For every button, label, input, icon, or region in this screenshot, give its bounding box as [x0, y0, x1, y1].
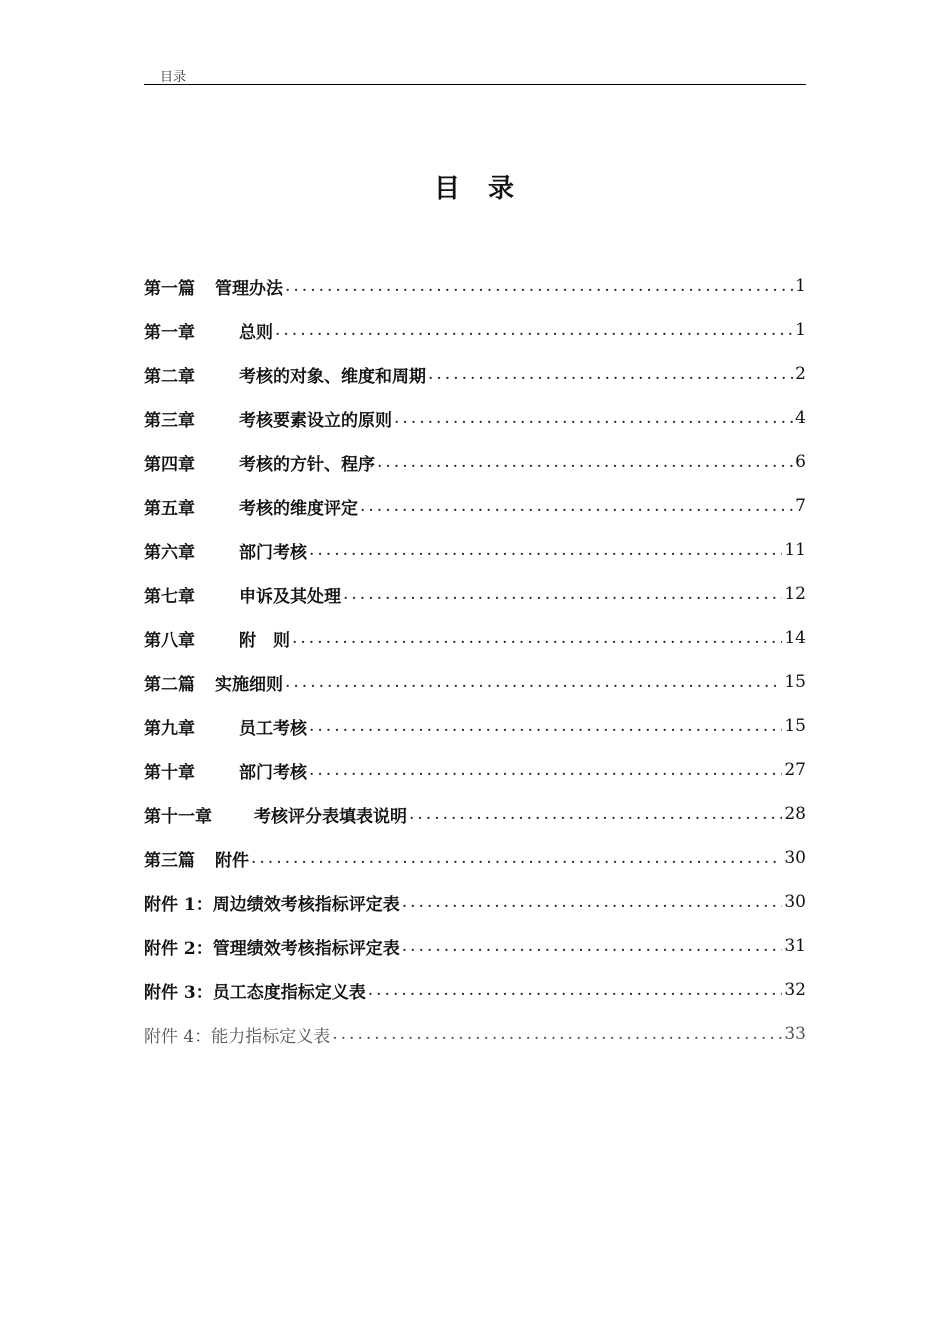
toc-entry-number: 第三篇	[144, 850, 195, 871]
toc-leader-dots	[285, 672, 782, 692]
toc-entry[interactable]	[144, 704, 806, 748]
toc-entry-number: 第一章	[144, 322, 195, 343]
toc-entry-label	[144, 582, 341, 607]
toc-entry-label	[144, 318, 273, 343]
toc-entry[interactable]	[144, 1012, 806, 1056]
toc-entry[interactable]	[144, 924, 806, 968]
toc-entry-number: 附件 3：	[144, 982, 213, 1003]
running-header-text: 目录	[160, 70, 187, 85]
toc-entry-title: 附件	[215, 850, 249, 871]
toc-leader-dots	[409, 804, 782, 824]
toc-entry-title: 考核要素设立的原则	[239, 410, 392, 431]
toc-page-number: 27	[784, 760, 806, 780]
toc-leader-dots	[377, 452, 793, 472]
toc-entry-label	[144, 494, 358, 519]
toc-entry-title: 员工考核	[239, 718, 307, 739]
toc-page-number: 14	[784, 628, 806, 648]
toc-leader-dots	[428, 364, 793, 384]
toc-entry-label	[144, 362, 426, 387]
toc-entry-title: 部门考核	[239, 542, 307, 563]
toc-leader-dots	[285, 276, 793, 296]
toc-entry-number: 第十章	[144, 762, 195, 783]
toc-entry-number: 第九章	[144, 718, 195, 739]
toc-entry-number: 附件 4：	[144, 1026, 212, 1047]
toc-page-number: 30	[784, 892, 806, 912]
toc-leader-dots	[368, 980, 783, 1000]
toc-entry-label	[144, 538, 307, 563]
toc-leader-dots	[394, 408, 793, 428]
toc-page-number: 1	[795, 320, 806, 340]
toc-entry-number: 第三章	[144, 410, 195, 431]
page-title-char-1: 目	[433, 174, 462, 204]
toc-entry[interactable]	[144, 880, 806, 924]
toc-leader-dots	[309, 716, 782, 736]
toc-entry-number: 第六章	[144, 542, 195, 563]
toc-entry[interactable]	[144, 440, 806, 484]
toc-page-number: 12	[784, 584, 806, 604]
toc-page-number: 32	[784, 980, 806, 1000]
toc-leader-dots	[343, 584, 782, 604]
toc-page-number: 11	[784, 540, 806, 560]
toc-entry-label	[144, 758, 307, 783]
toc-entry-title: 考核的对象、维度和周期	[239, 366, 426, 387]
toc-page-number: 4	[795, 408, 806, 428]
toc-entry-number: 第四章	[144, 454, 195, 475]
toc-entry-title: 考核的维度评定	[239, 498, 358, 519]
toc-entry[interactable]	[144, 660, 806, 704]
toc-entry[interactable]	[144, 352, 806, 396]
toc-leader-dots	[251, 848, 782, 868]
toc-entry-label	[144, 714, 307, 739]
toc-entry[interactable]	[144, 396, 806, 440]
toc-page-number: 1	[795, 276, 806, 296]
toc-entry-number: 附件 1：	[144, 894, 213, 915]
toc-entry-label	[144, 978, 366, 1003]
toc-entry-title: 总则	[239, 322, 273, 343]
toc-page-number: 31	[784, 936, 806, 956]
toc-entry[interactable]	[144, 968, 806, 1012]
toc-entry-number: 第七章	[144, 586, 195, 607]
toc-page-number: 15	[784, 716, 806, 736]
toc-entry-label	[144, 406, 392, 431]
toc-entry[interactable]	[144, 484, 806, 528]
toc-entry[interactable]	[144, 792, 806, 836]
toc-entry[interactable]	[144, 836, 806, 880]
toc-entry[interactable]	[144, 308, 806, 352]
toc-entry-label	[144, 274, 283, 299]
toc-entry-number: 第二章	[144, 366, 195, 387]
toc-entry-title: 申诉及其处理	[239, 586, 341, 607]
toc-page-number: 7	[795, 496, 806, 516]
toc-entry-label	[144, 670, 283, 695]
toc-entry-title: 管理绩效考核指标评定表	[212, 938, 400, 959]
toc-entry-number: 第一篇	[144, 278, 195, 299]
toc-leader-dots	[309, 760, 782, 780]
toc-leader-dots	[360, 496, 793, 516]
toc-leader-dots	[332, 1024, 782, 1044]
toc-entry-number: 第十一章	[144, 806, 212, 827]
toc-entry-title: 周边绩效考核指标评定表	[212, 894, 400, 915]
toc-entry-number: 附件 2：	[144, 938, 213, 959]
toc-page-number: 6	[795, 452, 806, 472]
toc-page-number: 30	[784, 848, 806, 868]
toc-entry-label	[144, 626, 290, 651]
toc-leader-dots	[275, 320, 793, 340]
toc-leader-dots	[292, 628, 782, 648]
toc-page-number: 2	[795, 364, 806, 384]
toc-page-number: 33	[784, 1024, 806, 1044]
running-header	[144, 62, 806, 85]
page-title-char-2: 录	[488, 174, 517, 204]
toc-entry-title: 考核的方针、程序	[239, 454, 375, 475]
toc-page-number: 15	[784, 672, 806, 692]
toc-entry-label	[144, 450, 375, 475]
toc-entry-number: 第五章	[144, 498, 195, 519]
toc-entry[interactable]	[144, 748, 806, 792]
toc-entry-label	[144, 1022, 330, 1047]
toc-leader-dots	[402, 892, 783, 912]
toc-entry[interactable]	[144, 528, 806, 572]
toc-entry-label	[144, 802, 407, 827]
toc-entry-title: 附 则	[239, 630, 290, 651]
toc-entry-number: 第二篇	[144, 674, 195, 695]
toc-page-number: 28	[784, 804, 806, 824]
toc-leader-dots	[309, 540, 782, 560]
toc-entry-title: 员工态度指标定义表	[212, 982, 366, 1003]
toc-entry-title: 能力指标定义表	[211, 1026, 331, 1047]
page-title	[0, 168, 950, 205]
table-of-contents	[144, 264, 806, 1056]
toc-entry-label	[144, 846, 249, 871]
toc-leader-dots	[402, 936, 783, 956]
toc-entry-title: 实施细则	[215, 674, 283, 695]
toc-entry[interactable]	[144, 572, 806, 616]
toc-entry-label	[144, 934, 400, 959]
toc-entry-title: 考核评分表填表说明	[254, 806, 407, 827]
toc-entry-label	[144, 890, 400, 915]
toc-entry[interactable]	[144, 264, 806, 308]
toc-entry-number: 第八章	[144, 630, 195, 651]
toc-entry[interactable]	[144, 616, 806, 660]
toc-entry-title: 部门考核	[239, 762, 307, 783]
toc-entry-title: 管理办法	[215, 278, 283, 299]
